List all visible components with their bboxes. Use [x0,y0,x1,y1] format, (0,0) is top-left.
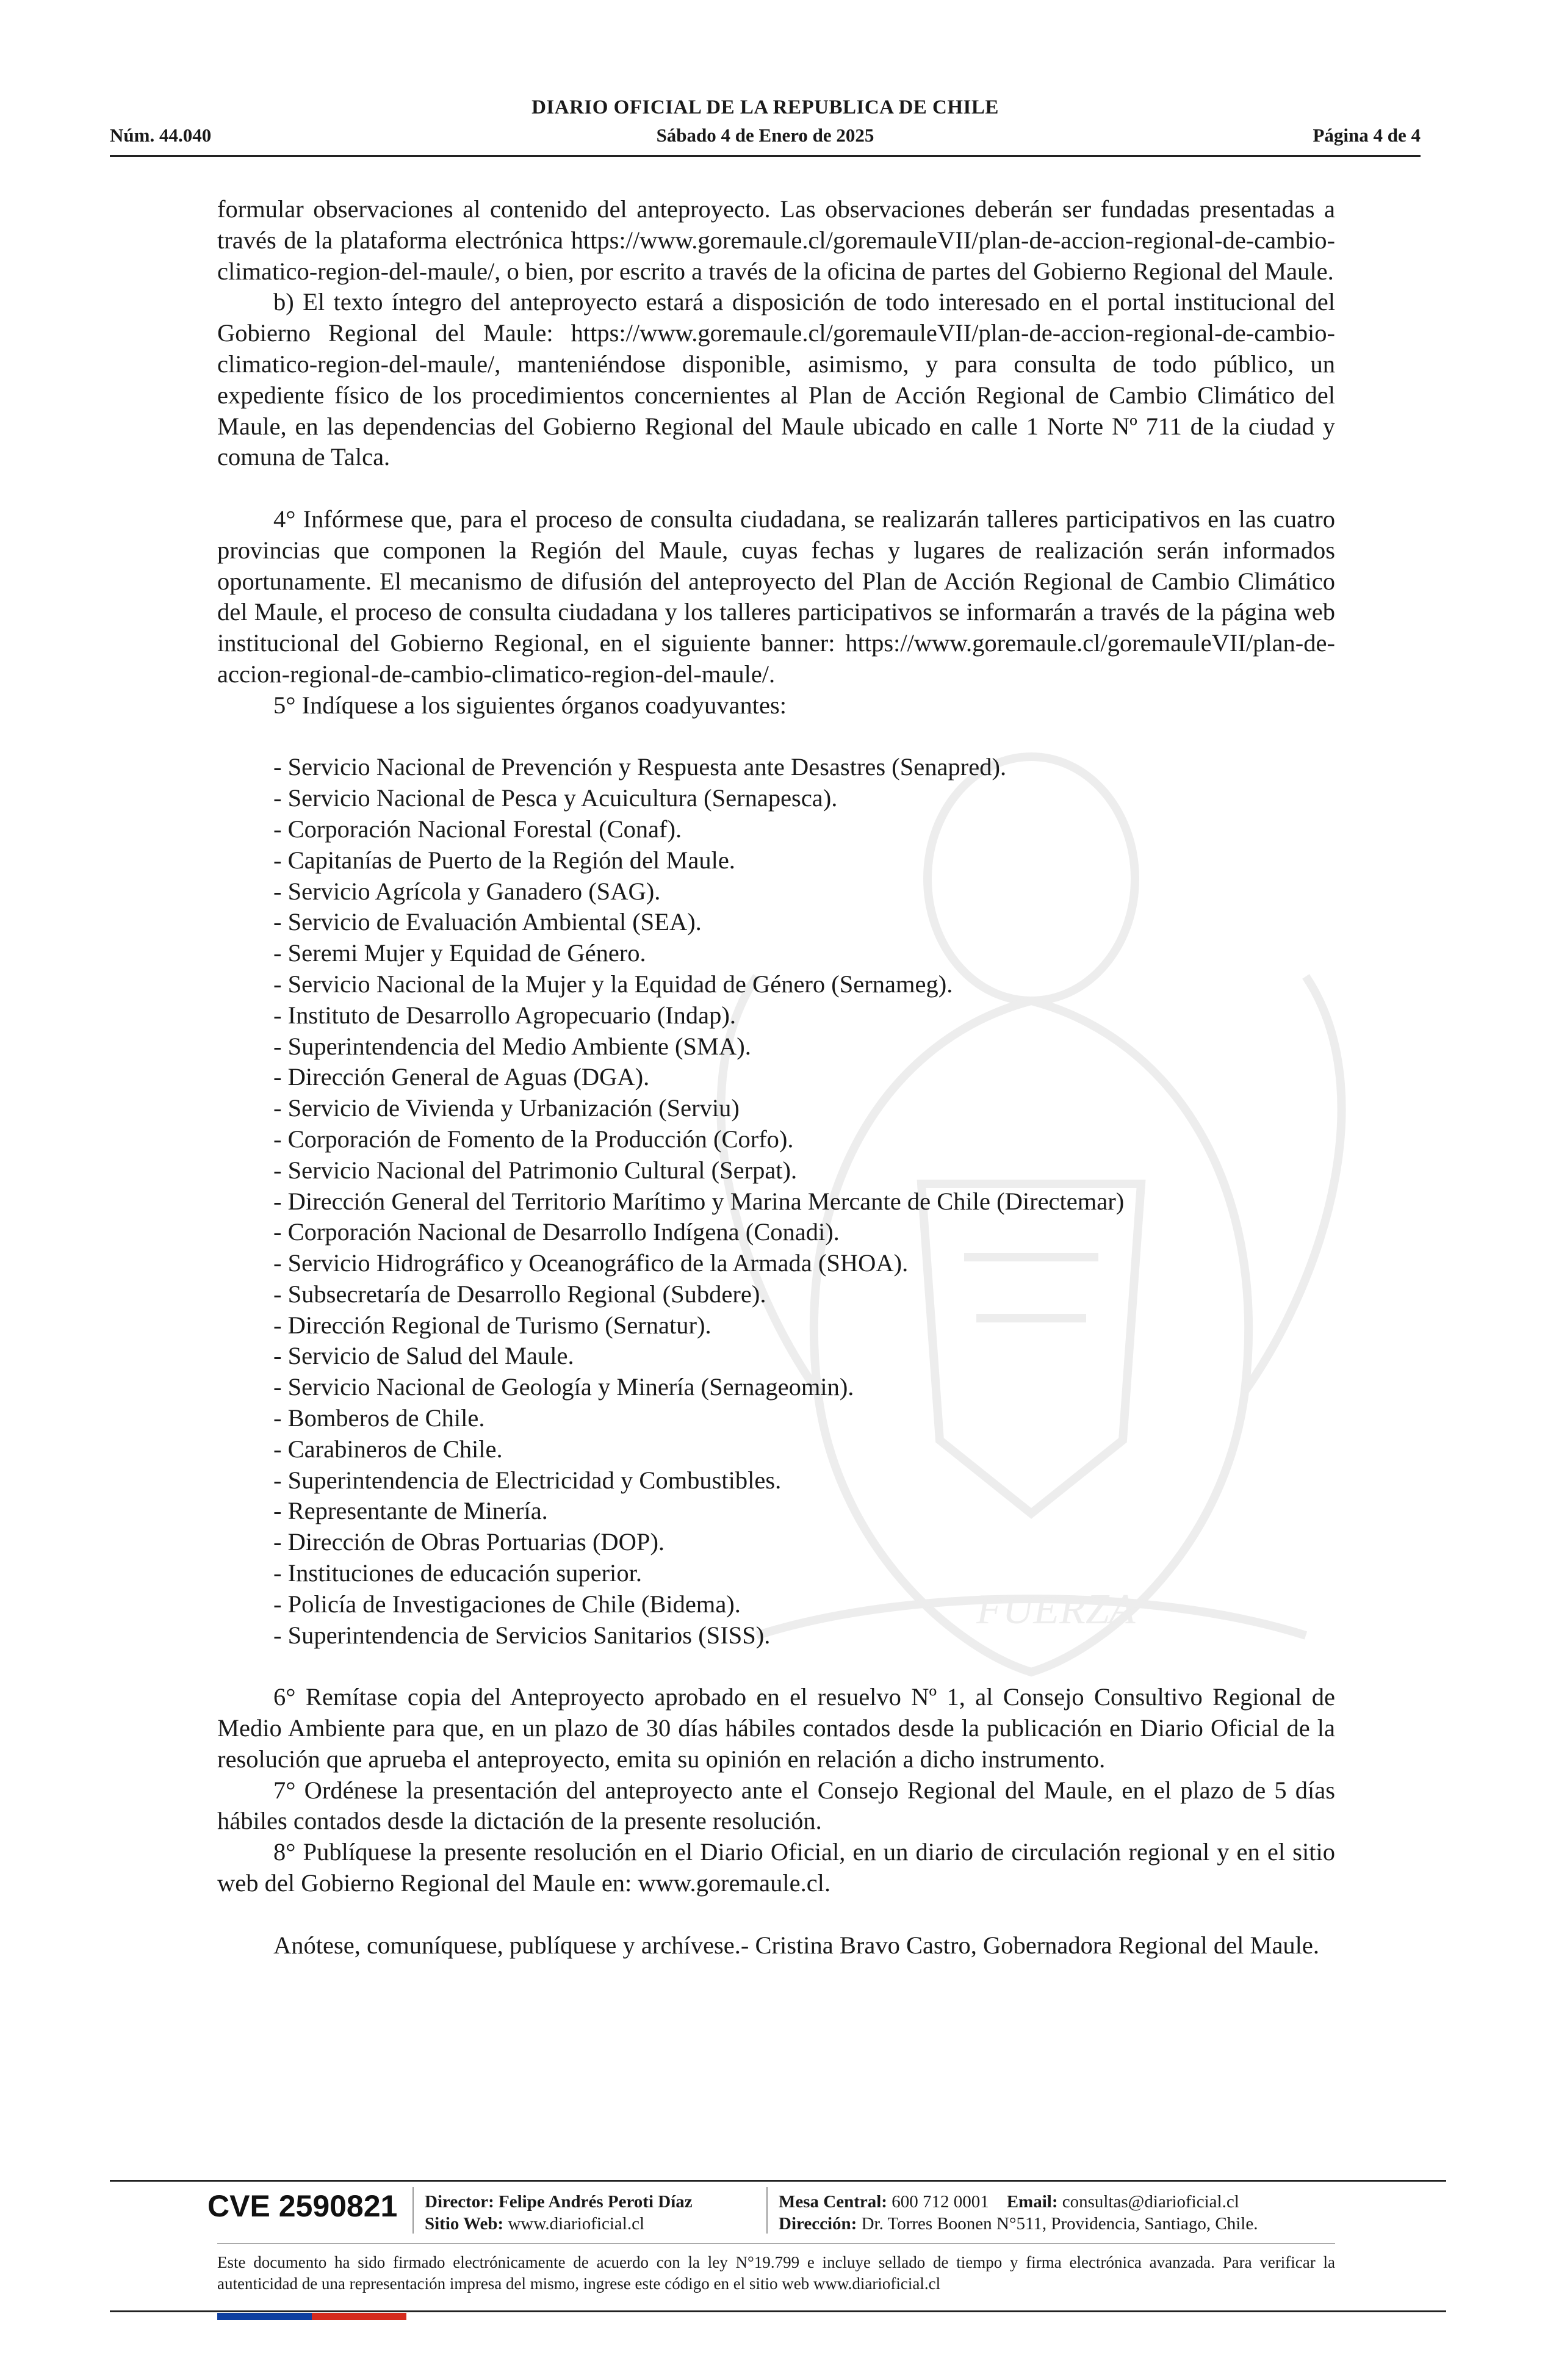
email-label: Email: [1006,2192,1058,2212]
page-number: Página 4 de 4 [1313,124,1421,146]
footer-thin-rule [217,2243,1335,2244]
footer-divider [766,2187,768,2234]
list-item: - Corporación Nacional Forestal (Conaf). [273,815,682,843]
director-name: Felipe Andrés Peroti Díaz [499,2192,693,2212]
spacer [217,721,1335,752]
list-item: - Instituciones de educación superior. [273,1559,642,1587]
list-item: - Instituto de Desarrollo Agropecuario (Indap). [273,1001,737,1029]
website-link[interactable]: www.diarioficial.cl [508,2214,645,2234]
list-item: - Servicio Nacional de la Mujer y la Equidad de Género (Sernameg). [273,970,953,998]
address-text: Dr. Torres Boonen N°511, Providencia, Santiago, Chile. [861,2214,1258,2234]
footer-divider [412,2187,414,2234]
list-item: - Subsecretaría de Desarrollo Regional (Subdere). [273,1280,766,1308]
list-item: - Servicio de Evaluación Ambiental (SEA). [273,908,702,936]
list-item: - Superintendencia del Medio Ambiente (SMA). [273,1032,751,1060]
list-item: - Dirección de Obras Portuarias (DOP). [273,1528,665,1556]
list-item: - Servicio Nacional de Prevención y Respuesta ante Desastres (Senapred). [273,753,1007,781]
flag-blue-segment [217,2313,312,2320]
list-item: - Servicio Nacional de Pesca y Acuicultura (Sernapesca). [273,784,838,812]
footer-contact-block [779,2191,1258,2235]
list-item: - Servicio de Vivienda y Urbanización (Serviu) [273,1094,740,1122]
page-header [110,96,1421,157]
list-item: - Servicio Agrícola y Ganadero (SAG). [273,877,661,905]
footer-disclaimer: Este documento ha sido firmado electrónicamente de acuerdo con la ley N°19.799 e incluye sellado de tiempo y firma electrónica avanzada. Para verificar la autenticidad de una representación impresa del mismo, ingrese este código en el sitio web www.diarioficial.cl [217,2253,1335,2293]
director-label: Director: [425,2192,494,2212]
list-item: - Superintendencia de Electricidad y Combustibles. [273,1466,782,1494]
closing-signature: Anótese, comuníquese, publíquese y archívese.- Cristina Bravo Castro, Gobernadora Regional del Maule. [273,1931,1320,1959]
phone-label: Mesa Central: [779,2192,887,2212]
list-item: - Carabineros de Chile. [273,1435,503,1463]
cve-code: CVE 2590821 [207,2189,398,2223]
footer-bottom-rule [110,2310,1446,2312]
paragraph-b: b) El texto íntegro del anteproyecto estará a disposición de todo interesado en el portal institucional del Gobierno Regional del Maule: https://www.goremaule.cl/goremauleVII/plan-de-accion-regional-de-cambio-climatico-region-del-maule/, manteniéndose disponible, asimismo, y para consulta de todo público, un expediente físico de los procedimientos concernientes al Plan de Acción Regional de Cambio Climático del Maule, en las dependencias del Gobierno Regional del Maule ubicado en calle 1 Norte Nº 711 de la ciudad y comuna de Talca. [217,288,1335,471]
organisms-list [217,752,1335,1651]
address-label: Dirección: [779,2214,857,2234]
list-item: - Superintendencia de Servicios Sanitarios (SISS). [273,1621,771,1649]
issue-number: Núm. 44.040 [110,124,212,146]
list-item: - Seremi Mujer y Equidad de Género. [273,939,646,967]
chile-flag-stripe [217,2313,406,2320]
spacer [217,1899,1335,1930]
list-item: - Servicio Nacional del Patrimonio Cultural (Serpat). [273,1156,798,1184]
list-item: - Corporación de Fomento de la Producción (Corfo). [273,1125,794,1153]
paragraph-5: 5° Indíquese a los siguientes órganos coadyuvantes: [273,691,787,719]
paragraph-6: 6° Remítase copia del Anteproyecto aprobado en el resuelvo Nº 1, al Consejo Consultivo Regional de Medio Ambiente para que, en un plazo de 30 días hábiles contados desde la publicación en Diario Oficial de la resolución que aprueba el anteproyecto, emita su opinión en relación a dicho instrumento. [217,1683,1335,1773]
footer-director-block [425,2191,693,2235]
newspaper-title: DIARIO OFICIAL DE LA REPUBLICA DE CHILE [531,96,999,118]
header-rule [110,155,1421,157]
paragraph-intro: formular observaciones al contenido del anteproyecto. Las observaciones deberán ser fundadas presentadas a través de la plataforma electrónica https://www.goremaule.cl/goremauleVII/plan-de-accion-regional-de-cambio-climatico-region-del-maule/, o bien, por escrito a través de la oficina de partes del Gobierno Regional del Maule. [217,195,1335,285]
list-item: - Dirección General del Territorio Marítimo y Marina Mercante de Chile (Directemar) [273,1187,1125,1215]
list-item: - Corporación Nacional de Desarrollo Indígena (Conadi). [273,1218,840,1246]
paragraph-7: 7° Ordénese la presentación del anteproyecto ante el Consejo Regional del Maule, en el plazo de 5 días hábiles contados desde la dictación de la presente resolución. [217,1776,1335,1835]
list-item: - Dirección General de Aguas (DGA). [273,1063,650,1091]
list-item: - Policía de Investigaciones de Chile (Bidema). [273,1590,741,1618]
list-item: - Servicio de Salud del Maule. [273,1342,574,1370]
issue-date: Sábado 4 de Enero de 2025 [656,124,874,146]
list-item: - Dirección Regional de Turismo (Sernatur). [273,1311,711,1339]
footer-top-rule [110,2180,1446,2182]
flag-red-segment [312,2313,406,2320]
website-label: Sitio Web: [425,2214,504,2234]
paragraph-8: 8° Publíquese la presente resolución en el Diario Oficial, en un diario de circulación regional y en el sitio web del Gobierno Regional del Maule en: www.goremaule.cl. [217,1838,1335,1897]
email-link[interactable]: consultas@diarioficial.cl [1062,2192,1239,2212]
list-item: - Capitanías de Puerto de la Región del Maule. [273,846,735,874]
spacer [217,1651,1335,1682]
list-item: - Representante de Minería. [273,1497,548,1525]
phone-number: 600 712 0001 [891,2192,989,2212]
document-body [217,194,1335,1961]
list-item: - Bomberos de Chile. [273,1404,485,1432]
svg-text:FUERZA: FUERZA [976,1586,1136,1633]
spacer [217,473,1335,504]
paragraph-4: 4° Infórmese que, para el proceso de consulta ciudadana, se realizarán talleres participativos en las cuatro provincias que componen la Región del Maule, cuyas fechas y lugares de realización serán informados oportunamente. El mecanismo de difusión del anteproyecto del Plan de Acción Regional de Cambio Climático del Maule, el proceso de consulta ciudadana y los talleres participativos se informarán a través de la página web institucional del Gobierno Regional, en el siguiente banner: https://www.goremaule.cl/goremauleVII/plan-de-accion-regional-de-cambio-climatico-region-del-maule/. [217,505,1335,688]
list-item: - Servicio Hidrográfico y Oceanográfico de la Armada (SHOA). [273,1249,909,1277]
list-item: - Servicio Nacional de Geología y Minería (Sernageomin). [273,1373,854,1401]
